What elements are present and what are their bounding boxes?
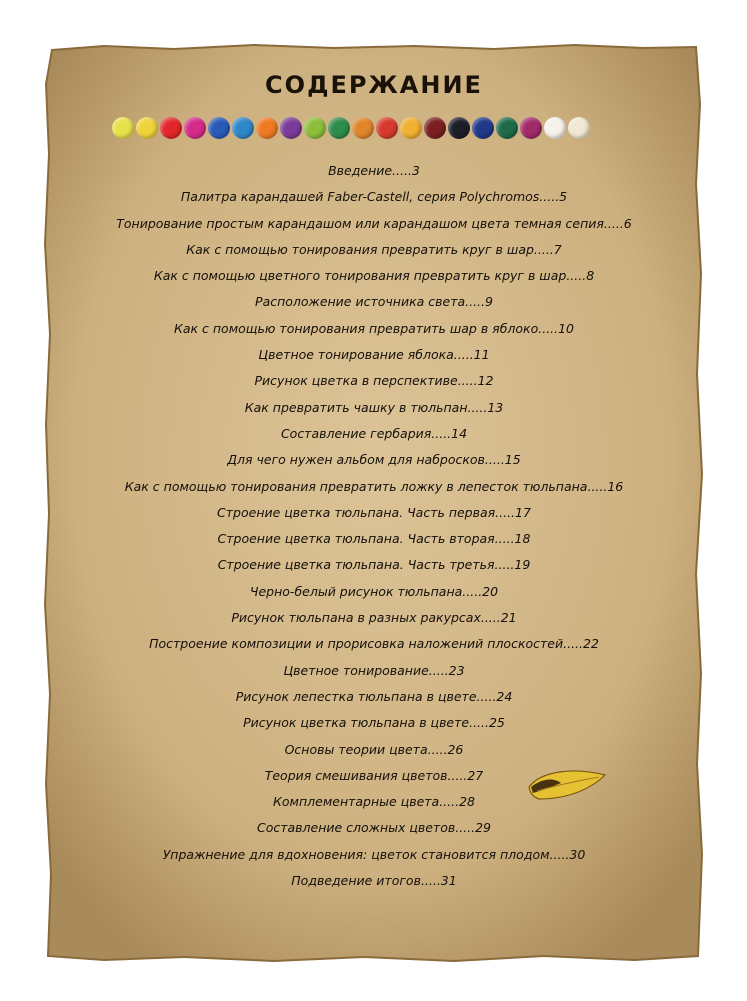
toc-entry: Черно-белый рисунок тюльпана.....20 xyxy=(249,583,499,599)
contents-sheet xyxy=(44,44,704,962)
toc-entry: Цветное тонирование яблока.....11 xyxy=(258,347,490,363)
toc-entry: Введение.....3 xyxy=(328,163,420,178)
color-swatch-row xyxy=(112,117,590,141)
color-swatch xyxy=(376,117,398,139)
color-swatch xyxy=(112,117,134,139)
color-swatch xyxy=(448,117,470,139)
page-title: СОДЕРЖАНИЕ xyxy=(265,71,483,99)
toc-entry: Рисунок лепестка тюльпана в цвете.....24 xyxy=(235,688,513,704)
toc-entry: Подведение итогов.....31 xyxy=(291,873,457,889)
toc-entry: Рисунок цветка в перспективе.....12 xyxy=(254,373,494,389)
color-swatch xyxy=(232,117,254,139)
toc-entry: Строение цветка тюльпана. Часть третья.....19 xyxy=(217,557,531,573)
color-swatch xyxy=(256,117,278,139)
color-swatch xyxy=(568,117,590,139)
toc-entry: Тонирование простым карандашом или карандашом цвета темная сепия.....6 xyxy=(116,215,632,231)
color-swatch xyxy=(400,117,422,139)
color-swatch xyxy=(208,117,230,139)
color-swatch xyxy=(328,117,350,139)
toc-entry: Упражнение для вдохновения: цветок становится плодом.....30 xyxy=(162,846,586,862)
toc-entry: Как превратить чашку в тюльпан.....13 xyxy=(244,399,504,415)
color-swatch xyxy=(184,117,206,139)
leaf-icon xyxy=(527,765,607,810)
color-swatch xyxy=(544,117,566,139)
toc-entry: Составление гербария.....14 xyxy=(280,425,468,441)
toc-entry: Построение композиции и прорисовка наложений плоскостей.....22 xyxy=(149,636,599,652)
color-swatch xyxy=(424,117,446,139)
toc-entry: Как с помощью тонирования превратить круг в шар.....7 xyxy=(186,241,562,257)
color-swatch xyxy=(472,117,494,139)
toc-entry: Строение цветка тюльпана. Часть вторая.....18 xyxy=(217,531,531,547)
toc-entry: Цветное тонирование.....23 xyxy=(283,662,465,678)
toc-entry: Рисунок цветка тюльпана в цвете.....25 xyxy=(243,715,505,731)
color-swatch xyxy=(160,117,182,139)
color-swatch xyxy=(304,117,326,139)
toc-entry: Рисунок тюльпана в разных ракурсах.....21 xyxy=(231,610,517,626)
color-swatch xyxy=(496,117,518,139)
toc-entry: Для чего нужен альбом для набросков.....15 xyxy=(227,452,521,468)
toc-entry: Строение цветка тюльпана. Часть первая.....17 xyxy=(217,504,531,520)
color-swatch xyxy=(352,117,374,139)
toc-entry: Как с помощью цветного тонирования превратить круг в шар.....8 xyxy=(153,268,595,284)
toc-entry: Теория смешивания цветов.....27 xyxy=(264,767,484,783)
color-swatch xyxy=(280,117,302,139)
toc-entry: Как с помощью тонирования превратить ложку в лепесток тюльпана.....16 xyxy=(124,478,624,494)
toc-entry: Основы теории цвета.....26 xyxy=(284,741,464,757)
toc-entry: Палитра карандашей Faber-Castell, серия Polychromos.....5 xyxy=(180,189,568,205)
toc-entry: Как с помощью тонирования превратить шар в яблоко.....10 xyxy=(173,320,575,336)
color-swatch xyxy=(520,117,542,139)
color-swatch xyxy=(136,117,158,139)
toc-entry: Расположение источника света.....9 xyxy=(255,294,493,310)
toc-entry: Комплементарные цвета.....28 xyxy=(273,794,475,810)
toc-entry: Составление сложных цветов.....29 xyxy=(256,820,491,836)
